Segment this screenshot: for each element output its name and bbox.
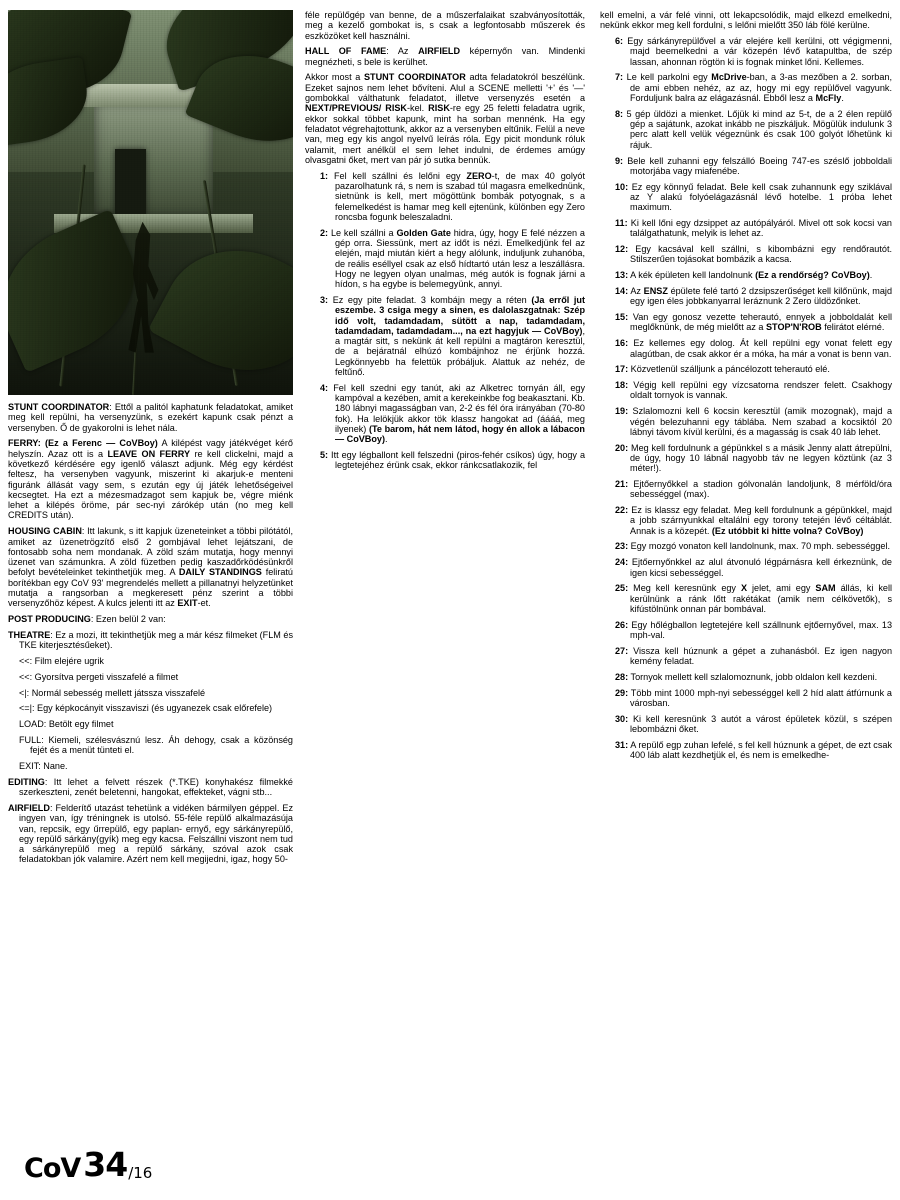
theatre-control-item: <<: Gyorsítva pergeti visszafelé a filmet [19,671,179,682]
paragraph-housing-cabin: HOUSING CABIN: Itt lakunk, s itt kapjuk üzeneteinket a többi pilótától, amiket az üzenetrögzítő első 2 gombjával lehet lejátszani, de fontosabb soha nem mondanak. A zöld szám mutatja, hogy mennyi üzenet van számunkra. A zöld füzetben pedig kaszadőrködésünkről befolyt bevételeinket tekinthetjük meg. A DAILY STANDINGS feliratú borítékban egy CoV 93' megrendelés mellett a pillanatnyi helyzetünket mutatja a rangsorban a megkeresett pénz szerint a többi versenyzőhöz képest. A kulcs jelenti itt az EXIT-et. [8,526,293,609]
task-item: 14: Az ENSZ épülete felé tartó 2 dzsipszerűséget kell kilőnünk, majd egy igen éles jobbkanyarral leráznunk 2 Zero üldözőnket. [615,286,892,307]
page-number: 34 [83,1145,128,1184]
task-item: 13: A kék épületen kell landolnunk (Ez a rendőrség? CoVBoy). [615,270,873,281]
theatre-control-item: <=|: Egy képkocányit visszaviszi (és ugyanezek csak előrefele) [19,703,273,714]
task-item: 24: Ejtőernyőnkkel az alul átvonuló légpárnásra kell érkeznünk, de igen kicsi sebességgel. [615,557,892,578]
page-footer [24,1145,152,1184]
column-left [8,10,293,870]
theatre-control-item: <|: Normál sebesség mellett játssza visszafelé [19,687,206,698]
theatre-control-item: EXIT: Nane. [19,761,68,772]
task-item: 8: 5 gép üldözi a mienket. Lőjük ki mind az 5-t, de a 2 élen repülő gép a sajátunk, azokat inkább ne piszkáljuk. Mögülük indulunk 3 perc alatt kell velük végeznünk és csak 100 golyót lőhetünk ki rájuk. [615,108,892,150]
photo-grain [8,10,293,395]
magazine-brand: CoV [24,1153,81,1184]
screenshot-photo-jungle-cabin [8,10,293,395]
theatre-control-item: LOAD: Betölt egy filmet [19,719,114,730]
paragraph-hall-of-fame: HALL OF FAME: Az AIRFIELD képernyőn van. Mindenki megnézheti, s bele is kerülhet. [305,46,585,67]
task-list-middle [305,171,585,471]
paragraph-airfield-continued: féle repülőgép van benne, de a műszerfalaikat szabványosították, meg a kezelő gombokat is, s csak a legfontosabb műszerek és eszközöket kell használni. [305,10,585,41]
task-item: 26: Egy hőlégballon legtetejére kell szállnunk ejtőernyővel, max. 13 mph-val. [615,619,892,641]
task-item: 2: Le kell szállni a Golden Gate hidra, úgy, hogy E felé nézzen a gép orra. Siessünk, mert az időt is nézi. Emelkedjünk fel az elején, majd miután kiért a hegy alólunk, induljunk zuhanóba, de reális eséllyel csak az első hídtartó után lesz a leszállásra. Hogy ne legyen olyan unalmas, még autók is fognak járni a hídon, s ha egybe is belemegyünk, annyi. [320,227,585,290]
task-item: 5: Itt egy légballont kell felszedni (piros-fehér csíkos) úgy, hogy a legtetejéhez érünk csak, ekkor ránkcsatlakozik, fel [320,450,585,471]
task-item: 20: Meg kell fordulnunk a gépünkkel s a másik Jenny alatt átrepülni, de úgy, hogy 10 lábnál nagyobb táv ne legyen köztünk (az 3 méter!). [615,442,892,474]
column-middle [305,10,585,476]
column-right [600,10,892,766]
task-item: 1: Fel kell szállni és lelőni egy ZERO-t, de max 40 golyót pazarolhatunk rá, s nem is szabad túl magasra emelkednünk, sietnünk is kell, mert mögöttünk bombák potyognak, s a felemelkedést is hamar meg kell ejtenünk, különben egy Zero roncsba fogunk beleszaladni. [320,170,586,222]
task-item: 30: Ki kell keresnünk 3 autót a várost épületek közül, s szépen lebombázni őket. [615,713,892,735]
task-item: 12: Egy kacsával kell szállni, s kibombázni egy rendőrautót. Stilszerűen tojásokat bombázik a kacsa. [615,244,892,265]
paragraph-theatre: THEATRE: Ez a mozi, itt tekinthetjük meg a már kész filmeket (FLM és TKE kiterjesztésűeket). [8,629,293,651]
paragraph-stunt-coordinator: STUNT COORDINATOR: Ettől a palitól kaphatunk feladatokat, amiket meg kell repülni, ha versenyzünk, s ezekért kapunk csak pénzt a versenyben. Ő de gyakorolni is lehet nála. [8,402,293,433]
paragraph-airfield: AIRFIELD: Felderítő utazást tehetünk a vidéken bármilyen géppel. Ez ingyen van, így tréningnek is utolsó. 55-féle repülő alkalmazásúja van, repcsik, egy űrrepülő, egy paplan- ernyő, egy sárkányrepülő, egy repülő sárkány(gyík) meg egy kacsa. Felszállni viszont nem tud a sárkányrepülő meg a repülő sárkány, szóval azok csak feladatokban jók valamire. Azért nem kell megijedni, igaz, hogy 50- [8,803,293,865]
paragraph-stunt-coordinator-tasks: Akkor most a STUNT COORDINATOR adta feladatokról beszélünk. Ezeket sajnos nem lehet bővíteni. Alul a SCENE melletti '+' és '—' gombokkal válthatunk feladatot, illetve versenyzés esetén a NEXT/PREVIOUS/ RISK-kel. RISK-re egy 25 feletti feladatra ugrik, ekkor sokkal többet kapunk, mint ha sorban mennénk. Ha egy feladatot végrehajtottunk, akkor az a versenyben eltűnik. Felül a neve van, meg egy kis angol nyelvű leírás róla. Egy picit mondunk róluk valamit, mert anélkül el sem lehet indulni, de érdemes amúgy olvasgatni őket, mert van pár jó sutka bennük. [305,72,585,165]
task-item: 25: Meg kell keresnünk egy X jelet, ami egy SAM állás, ki kell kerülnünk a ránk lőtt rakétákat (amik nem célkövetők), s kifústölnünk onnan pár bombával. [615,583,892,614]
task-item: 3: Ez egy pite feladat. 3 kombájn megy a réten (Ja erről jut eszembe. 3 csiga megy a sinen, es dalolaszgatnak: Szép idő volt, tadamdadam, sütött a nap, tadamdadam, tadamdadam, tadamdadam..., na ezt hagyjuk — CoVBoy), a magtár sitt, s nekünk át kell repülni a magtáron keresztül, de a bejáratnál elhúzó kombájnhoz ne érjünk hozzá. Legkönnyebb ha felettük próbáljuk. Alattuk az nehéz, de feltűnő. [320,294,585,377]
paragraph-editing: EDITING: Itt lehet a felvett részek (*.TKE) konyhakész filmekké szerkeszteni, zenét beletenni, hangokat, effekteket, vágni stb... [8,776,293,798]
task-item: 29: Több mint 1000 mph-nyi sebességgel kell 2 híd alatt átfúrnunk a városban. [615,687,892,709]
task-item: 9: Bele kell zuhanni egy felszálló Boeing 747-es széslő jobboldali motorjába vagy miafenébe. [615,155,892,176]
task-item: 31: A repülő egp zuhan lefelé, s fel kell húznunk a gépet, de ezt csak 400 láb alatt kezdhetjük el, és nem is emelkedhe- [615,739,892,761]
theatre-control-item: FULL: Kiemeli, szélesvásznú lesz. Áh dehogy, csak a közönség fejét és a menüt tünteti el. [19,735,293,756]
task-item: 28: Tornyok mellett kell szlalomoznunk, jobb oldalon kell kezdeni. [615,671,878,682]
theatre-controls-list [8,656,293,771]
task-item: 16: Ez kellemes egy dolog. Át kell repülni egy vonat felett egy alagútban, de csak akkor ér a móka, ha már a vonat is benn van. [615,338,892,359]
task-item: 19: Szlalomozni kell 6 kocsin keresztül (amik mozognak), majd a végén belezuhanni egy táblába. Nem szabad a kocsiktól 20 lábnyi távom kívül kerülni, és a magasság is csak 40 láb lehet. [615,406,892,437]
theatre-control-item: <<: Film elejére ugrik [19,656,104,667]
task-item: 23: Egy mozgó vonaton kell landolnunk, max. 70 mph. sebességgel. [615,541,891,552]
task-item: 18: Végig kell repülni egy vízcsatorna rendszer felett. Csakhogy oldalt tornyok is vannak. [615,380,892,401]
task-item: 15: Van egy gonosz vezette teherautó, ennyek a jobboldalát kell meglőknünk, de még mielőtt az a STOP'N'ROB felirátot elérné. [615,312,892,333]
paragraph-post-producing: POST PRODUCING: Ezen belül 2 van: [8,614,166,625]
task-item: 4: Fel kell szedni egy tanút, aki az Alketrec tornyán áll, egy kampóval a kezében, amit a kerekeinkbe fog beakasztani. Kb. 180 lábnyi magasságban van, 2-2 és fél óra irányában (70-80 fok). Ha lelökjük akkor tök klassz hangokat ad (áááá, meg ilyenek) (Te barom, hát nem látod, hogy én allok a lábacon — CoVBoy). [320,382,585,445]
paragraph-ferry: FERRY: (Ez a Ferenc — CoVBoy) A kilépést vagy játékvéget kérő helyszín. Azaz ott is a LEAVE ON FERRY re kell clickelni, majd a következő kérdésére egy igenlő választ adjunk. Még egy kérdést feltesz, ha versenyben vagyunk, miszerint ki akarjuk-e menteni figuránk állását vagy sem, s ezután egy új játék lehetőségeivel kecsegtet. Ha ezt a mézesmadzagot sem kapjuk be, végre miénk lehet a kilépés öröme, pár sec-nyi zárókép után (no meg kell CREDITS után). [8,438,293,521]
task-list-right [600,36,892,760]
photo-image [8,10,293,395]
page-suffix: /16 [128,1164,153,1182]
task-item: 27: Vissza kell húznunk a gépet a zuhanásból. Ez igen nagyon kemény feladat. [615,645,892,667]
task-item: 21: Ejtőernyőkkel a stadion gólvonalán landoljunk, 8 mérföld/óra sebességgel (max). [615,478,892,500]
paragraph-task-5-continued: kell emelni, a vár felé vinni, ott lekapcsolódik, majd elkezd emelkedni, nekünk ekkor meg kell fordulni, s lelőni mielőtt 350 láb fölé kerülne. [600,10,892,31]
task-item: 7: Le kell parkolni egy McDrive-ban, a 3-as mezőben a 2. sorban, de ami ebben nehéz, az az, hogy mi egy repülővel vagyunk. Forduljunk balra az elágazásnál. Ebből lesz a McFly. [615,72,892,104]
task-item: 6: Egy sárkányrepülővel a vár elejére kell kerülni, ott végigmenni, majd beemelkedni a vár közepén lévő katapultba, de szép lassan, ahonnan rögtön ki is fognak minket lőni. Kellemes. [615,36,892,67]
task-item: 22: Ez is klassz egy feladat. Meg kell fordulnunk a gépünkkel, majd a jobb szárnyunkkal eltalálni egy torony tetején lévő céltáblát. Annak is a közepét. (Ez utóbbit ki hitte volna? CoVBoy) [615,505,892,536]
task-item: 17: Közvetlenül szálljunk a páncélozott teherautó elé. [615,364,830,375]
task-item: 10: Ez egy könnyű feladat. Bele kell csak zuhannunk egy sziklával az Y alakú folyóelágazásnál lévő hotelbe. 1 próba lehet maximum. [615,181,892,213]
task-item: 11: Ki kell lőni egy dzsippet az autópályáról. Mivel ott sok kocsi van találgathatunk, melyik is lehet az. [615,218,892,239]
